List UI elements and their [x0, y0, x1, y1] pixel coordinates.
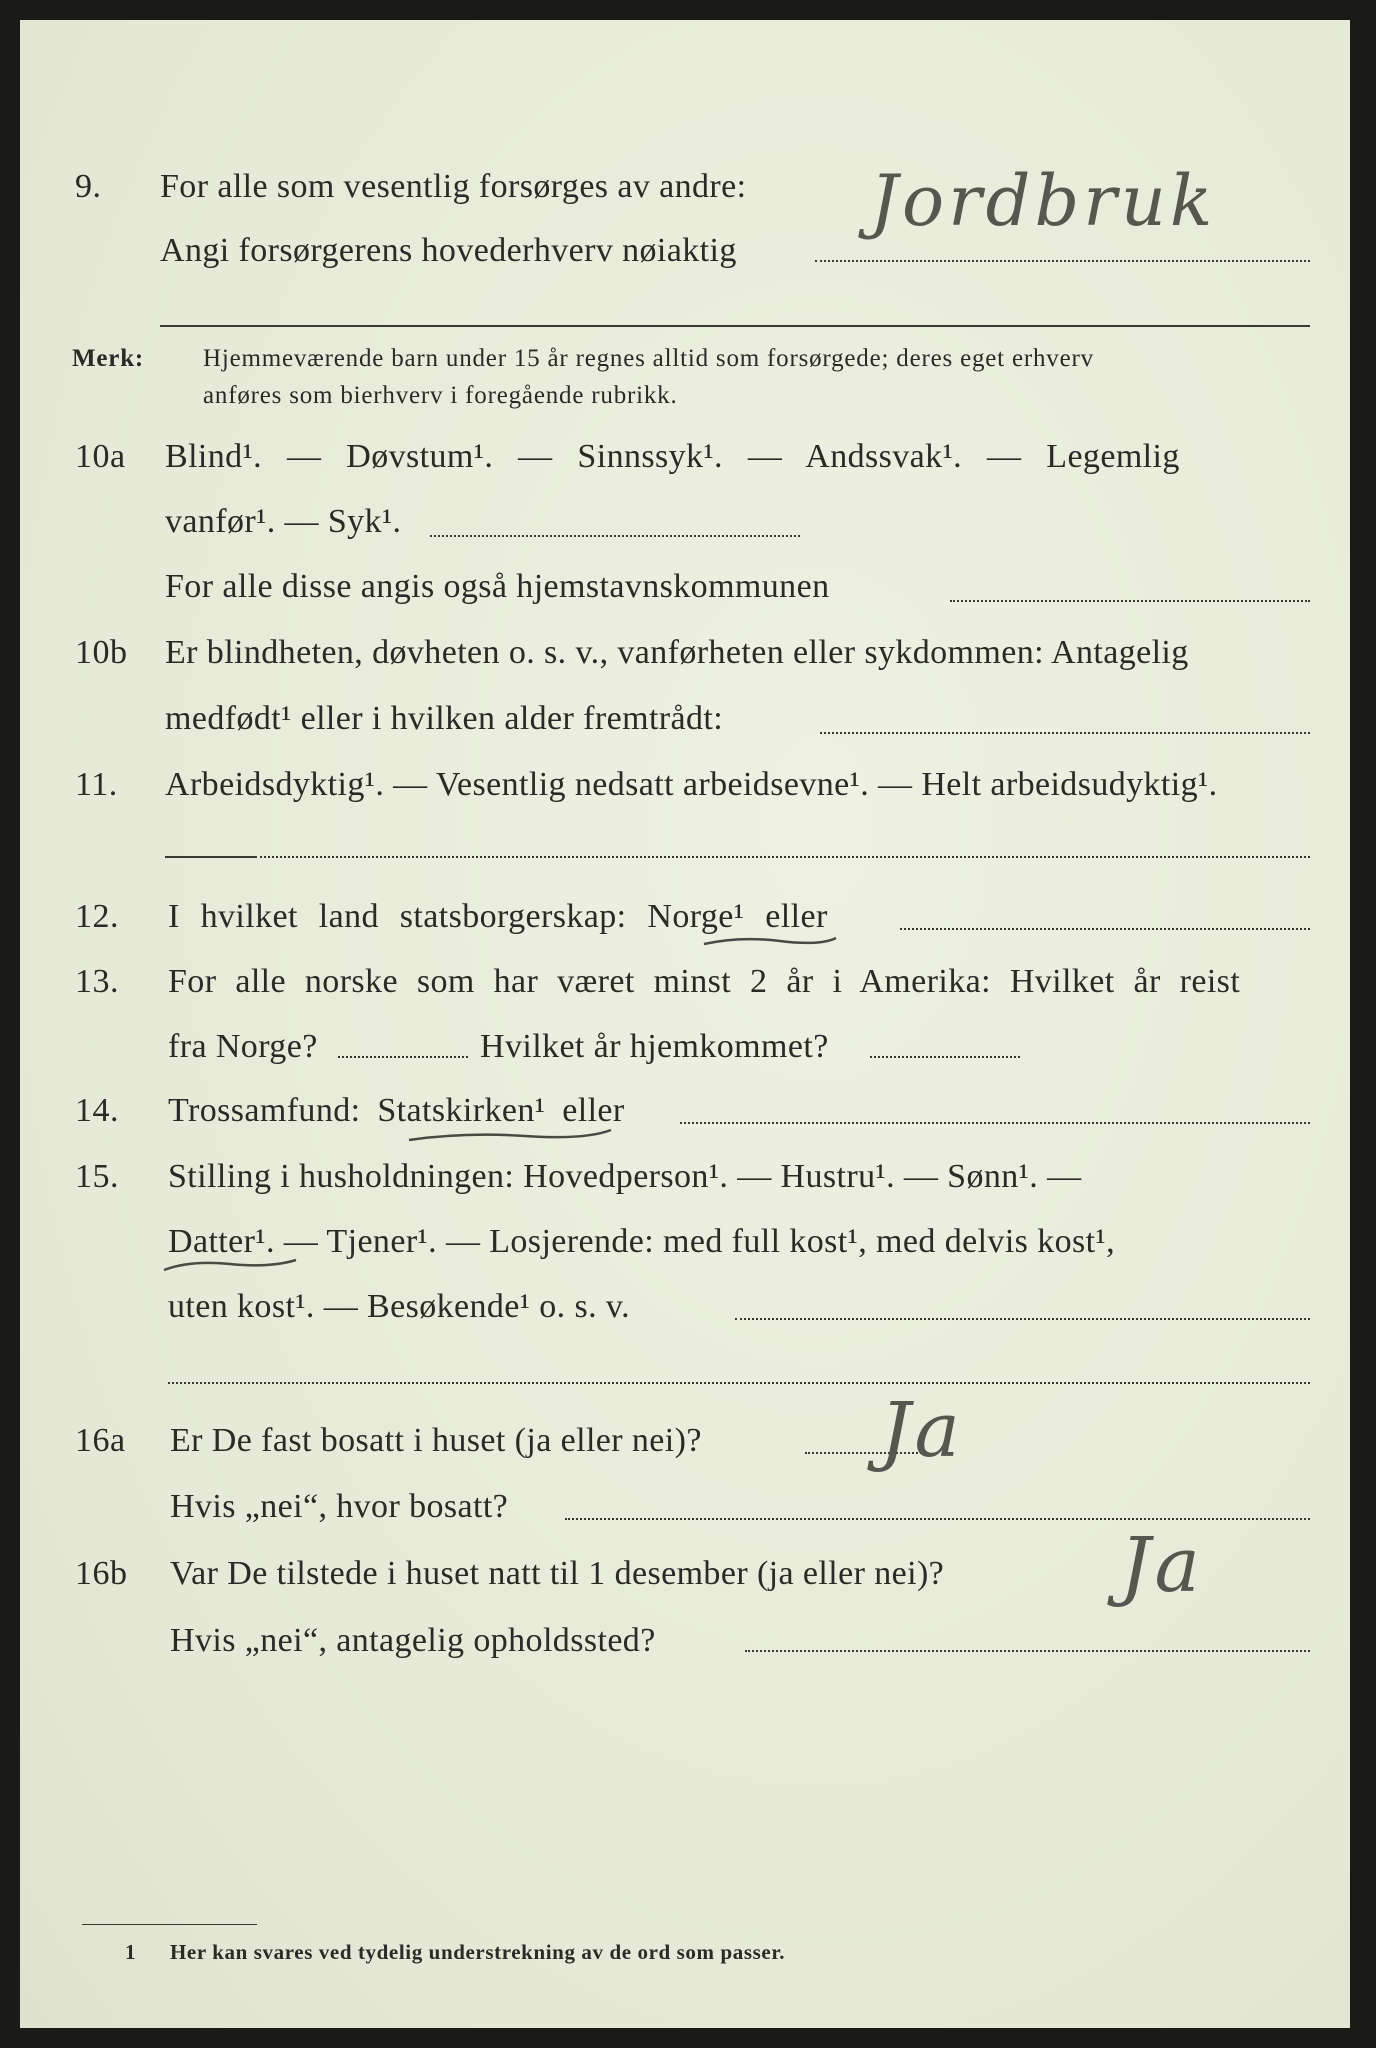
- q10a-text-line3: For alle disse angis også hjemstavnskommunen: [165, 568, 830, 605]
- q15-text-line2: Datter¹. — Tjener¹. — Losjerende: med full kost¹, med delvis kost¹,: [168, 1223, 1115, 1260]
- q10a-number: 10a: [75, 438, 126, 475]
- q9-answer-dotted-line: [815, 260, 1310, 262]
- q9-text-line1: For alle som vesentlig forsørges av andre:: [160, 168, 747, 205]
- q9-text-line2: Angi forsørgerens hovederhverv nøiaktig: [160, 232, 737, 269]
- q10b-number: 10b: [75, 634, 128, 671]
- q12-text-line1: I hvilket land statsborgerskap: Norge¹ eller: [168, 898, 828, 935]
- q16b-text-line2: Hvis „nei“, antagelig opholdssted?: [170, 1622, 656, 1659]
- q16b-text-line1: Var De tilstede i huset natt til 1 desember (ja eller nei)?: [170, 1555, 945, 1592]
- footnote-text: Her kan svares ved tydelig understrekning av de ord som passer.: [170, 1940, 786, 1964]
- q13-text-line1: For alle norske som har været minst 2 år i Amerika: Hvilket år reist: [168, 963, 1241, 1000]
- q9-separator: [160, 325, 1310, 327]
- q12-dotted-line: [900, 928, 1310, 930]
- q16b-number: 16b: [75, 1555, 128, 1592]
- q9-number: 9.: [75, 168, 102, 205]
- q14-number: 14.: [75, 1092, 119, 1129]
- merk-text-line2: anføres som bierhverv i foregående rubrikk.: [203, 382, 678, 409]
- q16a-number: 16a: [75, 1422, 126, 1459]
- q12-number: 12.: [75, 898, 119, 935]
- q10b-text-line2: medfødt¹ eller i hvilken alder fremtrådt:: [165, 700, 724, 737]
- q10a-text-line1: Blind¹. — Døvstum¹. — Sinnssyk¹. — Andssvak¹. — Legemlig: [165, 438, 1180, 475]
- q10a-syk-dotted-line: [430, 535, 800, 537]
- q15-second-dotted-line: [168, 1382, 1310, 1384]
- q15-text-line3: uten kost¹. — Besøkende¹ o. s. v.: [168, 1288, 631, 1325]
- q10b-dotted-line: [820, 732, 1310, 734]
- q12-norge-underline: [700, 932, 840, 950]
- q9-handwritten-answer: Jordbruk: [870, 160, 1217, 242]
- footnote-mark: 1: [125, 1940, 137, 1964]
- q11-dotted-line: [255, 856, 1310, 858]
- q16a-text-line1: Er De fast bosatt i huset (ja eller nei)?: [170, 1422, 702, 1459]
- q13-text-line2a: fra Norge?: [168, 1028, 318, 1065]
- q14-dotted-line: [680, 1122, 1310, 1124]
- q14-text-line1: Trossamfund: Statskirken¹ eller: [168, 1092, 625, 1129]
- q11-short-rule: [165, 856, 255, 858]
- q16b-dotted-line: [745, 1650, 1310, 1652]
- q16b-handwritten-answer: Ja: [1120, 1520, 1204, 1609]
- q11-number: 11.: [75, 766, 118, 803]
- q14-statskirken-underline: [405, 1126, 615, 1146]
- q13-year-left-dotted-line: [338, 1056, 468, 1058]
- merk-label: Merk:: [72, 345, 145, 372]
- q16a-text-line2: Hvis „nei“, hvor bosatt?: [170, 1488, 509, 1525]
- q15-text-line1: Stilling i husholdningen: Hovedperson¹. — Hustru¹. — Sønn¹. —: [168, 1158, 1082, 1195]
- q16a-handwritten-answer: Ja: [880, 1385, 964, 1474]
- q10a-text-line2: vanfør¹. — Syk¹.: [165, 503, 402, 540]
- q10b-text-line1: Er blindheten, døvheten o. s. v., vanførheten eller sykdommen: Antagelig: [165, 634, 1189, 671]
- q15-number: 15.: [75, 1158, 119, 1195]
- census-form-page: [20, 20, 1350, 2028]
- merk-text-line1: Hjemmeværende barn under 15 år regnes alltid som forsørgede; deres eget erhverv: [203, 345, 1094, 372]
- q15-dotted-line: [735, 1318, 1310, 1320]
- q13-text-line2b: Hvilket år hjemkommet?: [480, 1028, 829, 1065]
- q15-datter-underline: [160, 1254, 300, 1274]
- q13-year-return-dotted-line: [870, 1056, 1020, 1058]
- q11-text-line1: Arbeidsdyktig¹. — Vesentlig nedsatt arbeidsevne¹. — Helt arbeidsudyktig¹.: [165, 766, 1218, 803]
- footnote-rule: [82, 1924, 257, 1925]
- q10a-home-dotted-line: [950, 600, 1310, 602]
- q13-number: 13.: [75, 963, 119, 1000]
